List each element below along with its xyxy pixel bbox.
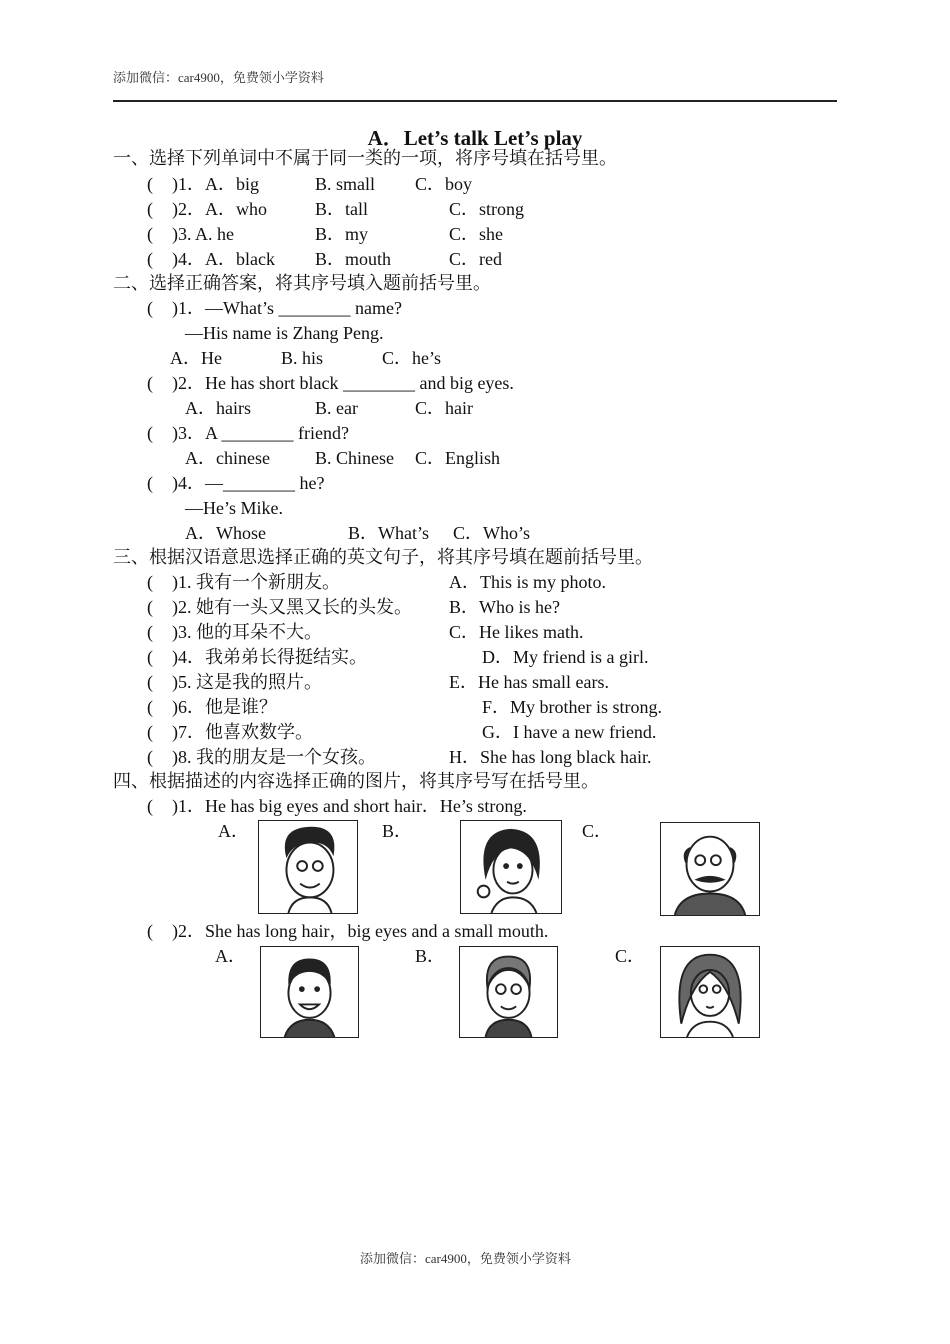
picture-boy-short-hair[interactable] xyxy=(260,946,359,1038)
option-a: )4．A．black xyxy=(172,249,275,269)
answer-blank[interactable]: ( xyxy=(147,647,153,667)
picture-label-a: A． xyxy=(215,946,246,966)
picture-boy-spiky-hair[interactable] xyxy=(258,820,358,914)
english-option: C．He likes math. xyxy=(449,622,584,642)
section-2-heading: 二、选择正确答案，将其序号填入题前括号里。 xyxy=(113,273,491,293)
option-b: B. small xyxy=(315,174,376,194)
english-option: A．This is my photo. xyxy=(449,572,607,592)
english-option: H．She has long black hair. xyxy=(449,747,652,767)
question-text: )3．A ________ friend? xyxy=(172,423,349,443)
option-a: A．chinese xyxy=(185,448,270,468)
picture-label-b: B． xyxy=(382,821,413,841)
picture-label-c: C． xyxy=(615,946,646,966)
answer-blank[interactable]: ( xyxy=(147,622,153,642)
answer-blank[interactable]: ( xyxy=(147,224,153,244)
header-divider xyxy=(113,100,837,102)
option-b: B. Chinese xyxy=(315,448,394,468)
chinese-sentence: )5. 这是我的照片。 xyxy=(172,672,322,692)
option-c: C．she xyxy=(449,224,503,244)
option-c: C．red xyxy=(449,249,502,269)
answer-blank[interactable]: ( xyxy=(147,572,153,592)
chinese-sentence: )4．我弟弟长得挺结实。 xyxy=(172,647,367,667)
picture-girl-long-hair[interactable] xyxy=(660,946,760,1038)
answer-blank[interactable]: ( xyxy=(147,373,153,393)
header-note: 添加微信：car4900，免费领小学资料 xyxy=(113,70,324,85)
picture-old-man-mustache[interactable] xyxy=(660,822,760,916)
english-option: D．My friend is a girl. xyxy=(482,647,649,667)
chinese-sentence: )8. 我的朋友是一个女孩。 xyxy=(172,747,376,767)
s2-q4-reply: —He’s Mike. xyxy=(185,498,283,518)
answer-blank[interactable]: ( xyxy=(147,921,153,941)
option-b: B．tall xyxy=(315,199,368,219)
answer-blank[interactable]: ( xyxy=(147,298,153,318)
section-1-heading: 一、选择下列单词中不属于同一类的一项，将序号填在括号里。 xyxy=(113,148,617,168)
s2-q1-reply: —His name is Zhang Peng. xyxy=(185,323,384,343)
section-4-heading: 四、根据描述的内容选择正确的图片，将其序号写在括号里。 xyxy=(113,771,599,791)
answer-blank[interactable]: ( xyxy=(147,199,153,219)
answer-blank[interactable]: ( xyxy=(147,174,153,194)
answer-blank[interactable]: ( xyxy=(147,697,153,717)
picture-girl-with-flower[interactable] xyxy=(460,820,562,914)
chinese-sentence: )6．他是谁？ xyxy=(172,697,277,717)
chinese-sentence: )7．他喜欢数学。 xyxy=(172,722,313,742)
option-a: )3. A. he xyxy=(172,224,234,244)
option-a: A．hairs xyxy=(185,398,251,418)
option-c: C．strong xyxy=(449,199,525,219)
answer-blank[interactable]: ( xyxy=(147,796,153,816)
title-text: A．Let’s talk Let’s play xyxy=(367,126,583,150)
english-option: B．Who is he? xyxy=(449,597,560,617)
english-option: E．He has small ears. xyxy=(449,672,609,692)
chinese-sentence: )2. 她有一头又黑又长的头发。 xyxy=(172,597,412,617)
answer-blank[interactable]: ( xyxy=(147,473,153,493)
picture-label-b: B． xyxy=(415,946,446,966)
option-b: B．What’s xyxy=(348,523,429,543)
option-b: B．mouth xyxy=(315,249,392,269)
chinese-sentence: )1. 我有一个新朋友。 xyxy=(172,572,340,592)
question-text: )2．She has long hair，big eyes and a small mouth. xyxy=(172,921,549,941)
picture-label-a: A． xyxy=(218,821,249,841)
question-text: )1．—What’s ________ name? xyxy=(172,298,402,318)
question-text: )4．—________ he? xyxy=(172,473,325,493)
chinese-sentence: )3. 他的耳朵不大。 xyxy=(172,622,322,642)
question-text: )2．He has short black ________ and big eyes. xyxy=(172,373,514,393)
picture-label-c: C． xyxy=(582,821,613,841)
option-c: C．Who’s xyxy=(453,523,531,543)
option-c: C．hair xyxy=(415,398,473,418)
option-a: )1．A．big xyxy=(172,174,259,194)
answer-blank[interactable]: ( xyxy=(147,722,153,742)
option-c: C．he’s xyxy=(382,348,442,368)
option-a: )2．A．who xyxy=(172,199,267,219)
option-b: B．my xyxy=(315,224,369,244)
footer-note: 添加微信：car4900，免费领小学资料 xyxy=(360,1251,571,1266)
picture-boy-big-eyes[interactable] xyxy=(459,946,558,1038)
english-option: G．I have a new friend. xyxy=(482,722,657,742)
option-a: A．He xyxy=(170,348,222,368)
answer-blank[interactable]: ( xyxy=(147,249,153,269)
answer-blank[interactable]: ( xyxy=(147,423,153,443)
answer-blank[interactable]: ( xyxy=(147,747,153,767)
section-3-heading: 三、根据汉语意思选择正确的英文句子，将其序号填在题前括号里。 xyxy=(113,547,653,567)
option-c: C．English xyxy=(415,448,501,468)
option-b: B. his xyxy=(281,348,324,368)
answer-blank[interactable]: ( xyxy=(147,672,153,692)
question-text: )1．He has big eyes and short hair．He’s strong. xyxy=(172,796,527,816)
option-c: C．boy xyxy=(415,174,473,194)
english-option: F．My brother is strong. xyxy=(482,697,662,717)
option-b: B. ear xyxy=(315,398,358,418)
answer-blank[interactable]: ( xyxy=(147,597,153,617)
option-a: A．Whose xyxy=(185,523,266,543)
